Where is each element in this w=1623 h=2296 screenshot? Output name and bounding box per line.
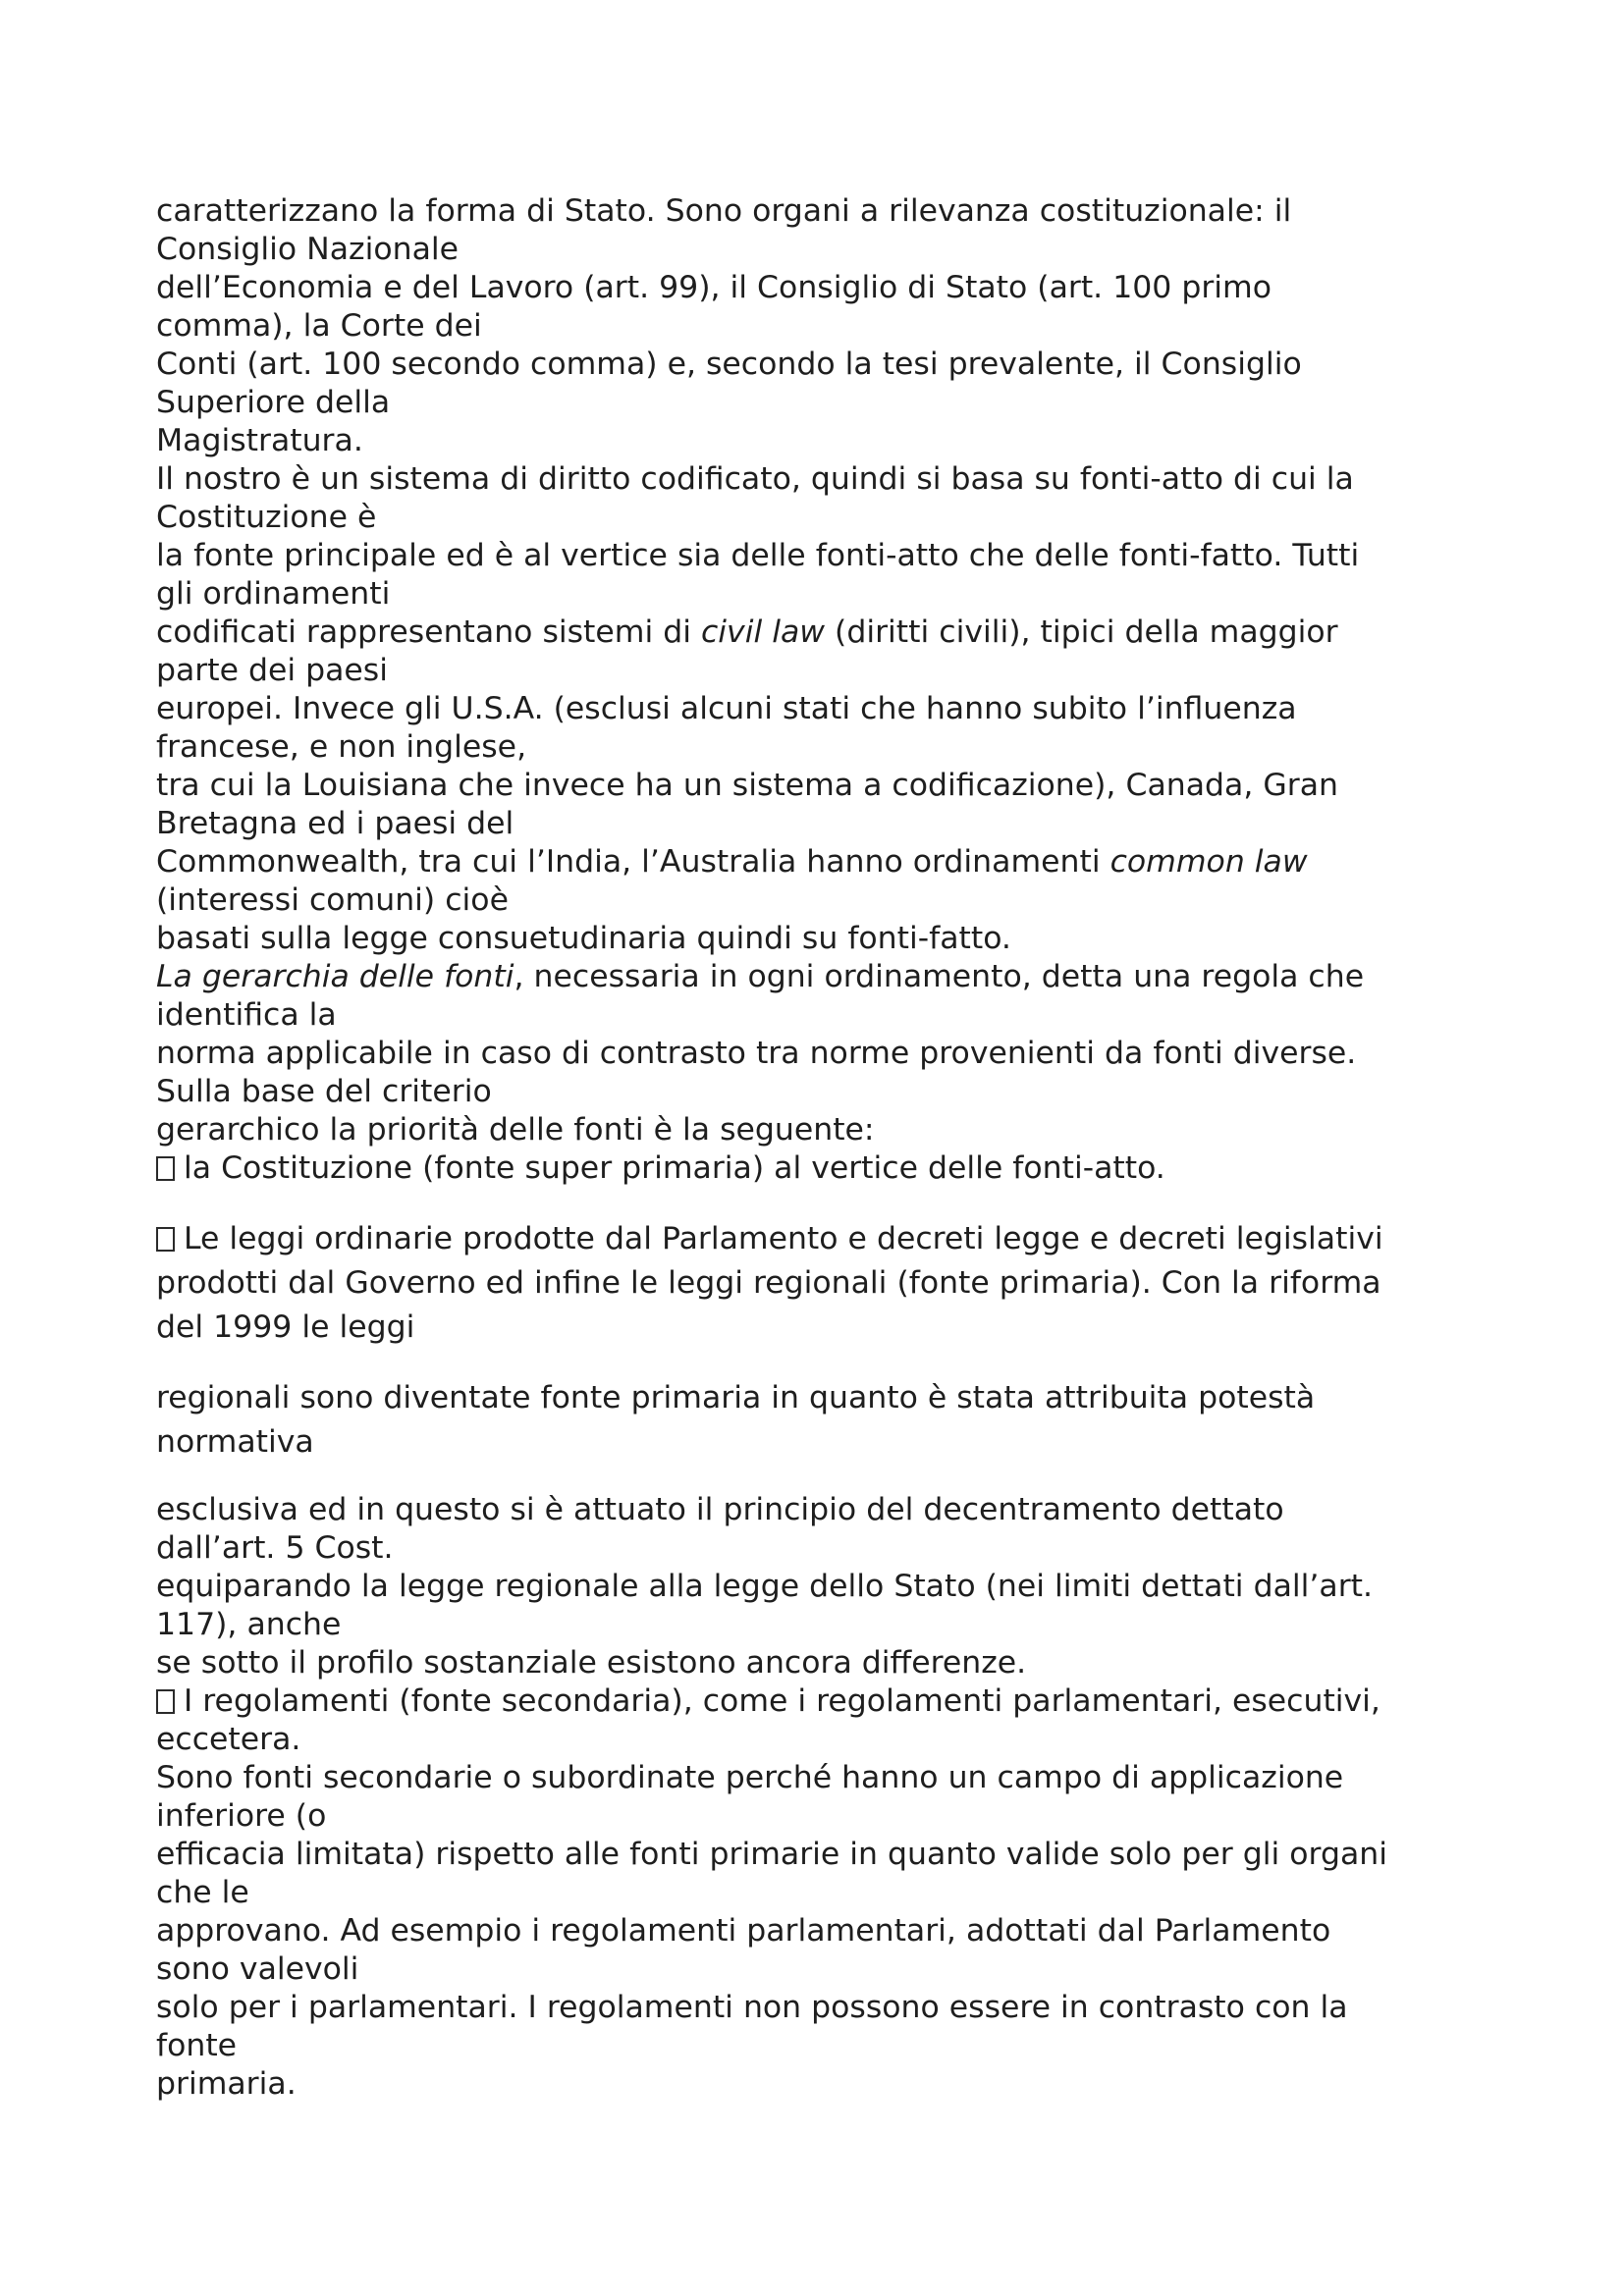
text-line: inferiore (o — [156, 1798, 327, 1834]
text-line — [156, 843, 1491, 881]
text-line: che le — [156, 1875, 249, 1910]
text-line: approvano. Ad esempio i regolamenti parlamentari, adottati dal Parlamento — [156, 1913, 1331, 1949]
line-text: codificati rappresentano sistemi di — [156, 614, 701, 650]
paragraph-gap — [156, 1465, 1491, 1491]
document-page — [156, 192, 1491, 2104]
text-line: Costituzione è — [156, 500, 377, 535]
text-line: (interessi comuni) cioè — [156, 882, 509, 918]
text-line — [156, 1376, 1491, 1420]
text-line: Consiglio Nazionale — [156, 232, 460, 267]
text-line: parte dei paesi — [156, 653, 388, 688]
line-text: normativa — [156, 1424, 314, 1460]
bullet-text: I regolamenti (fonte secondaria), come i regolamenti parlamentari, esecutivi, — [184, 1683, 1380, 1719]
text-line: francese, e non inglese, — [156, 729, 527, 765]
text-line — [156, 614, 1491, 652]
text-line: Bretagna ed i paesi del — [156, 806, 514, 841]
text-line — [156, 1682, 1491, 1721]
paragraph-gap — [156, 1350, 1491, 1376]
italic-term: common law — [1109, 844, 1308, 880]
text-line: Sono fonti secondarie o subordinate perché hanno un campo di applicazione — [156, 1760, 1344, 1795]
text-line: Il nostro è un sistema di diritto codificato, quindi si basa su fonti-atto di cui la — [156, 461, 1354, 497]
paragraph-gap — [156, 1188, 1491, 1217]
bullet-square-icon — [156, 1227, 175, 1252]
bullet-square-icon — [156, 1689, 175, 1714]
line-text: (diritti civili), tipici della maggior — [825, 614, 1338, 650]
text-line: primaria. — [156, 2066, 297, 2102]
text-line: sono valevoli — [156, 1951, 359, 1987]
text-line: esclusiva ed in questo si è attuato il principio del decentramento dettato — [156, 1492, 1284, 1527]
text-line: Conti (art. 100 secondo comma) e, secondo la tesi prevalente, il Consiglio — [156, 347, 1302, 382]
line-text: regionali sono diventate fonte primaria in quanto è stata attribuita potestà — [156, 1380, 1316, 1415]
text-line: gli ordinamenti — [156, 576, 391, 612]
text-line: 117), anche — [156, 1607, 342, 1642]
text-line: efficacia limitata) rispetto alle fonti primarie in quanto valide solo per gli organi — [156, 1837, 1387, 1872]
text-line: Magistratura. — [156, 423, 363, 458]
text-line: caratterizzano la forma di Stato. Sono organi a rilevanza costituzionale: il — [156, 193, 1292, 229]
text-line: solo per i parlamentari. I regolamenti non possono essere in contrasto con la — [156, 1990, 1348, 2025]
text-line: eccetera. — [156, 1722, 301, 1757]
text-line: Sulla base del criterio — [156, 1074, 492, 1109]
text-line: dall’art. 5 Cost. — [156, 1530, 394, 1566]
text-line: identifica la — [156, 997, 337, 1033]
bullet-square-icon — [156, 1156, 175, 1181]
line-text: del 1999 le leggi — [156, 1309, 415, 1345]
text-line — [156, 1306, 1491, 1350]
text-line — [156, 1149, 1491, 1188]
text-line: tra cui la Louisiana che invece ha un sistema a codificazione), Canada, Gran — [156, 768, 1338, 803]
text-line: norma applicabile in caso di contrasto tra norme provenienti da fonti diverse. — [156, 1036, 1357, 1071]
italic-term: La gerarchia delle fonti — [156, 959, 514, 994]
line-text: prodotti dal Governo ed infine le leggi regionali (fonte primaria). Con la riforma — [156, 1265, 1381, 1301]
text-line — [156, 1420, 1491, 1465]
text-line — [156, 1217, 1491, 1261]
bullet-text: Le leggi ordinarie prodotte dal Parlamento e decreti legge e decreti legislativi — [184, 1221, 1383, 1256]
text-line: equiparando la legge regionale alla legge dello Stato (nei limiti dettati dall’art. — [156, 1569, 1374, 1604]
italic-term: civil law — [700, 614, 826, 650]
text-line: Superiore della — [156, 385, 391, 420]
text-line: basati sulla legge consuetudinaria quindi su fonti-fatto. — [156, 921, 1011, 956]
text-line: dell’Economia e del Lavoro (art. 99), il Consiglio di Stato (art. 100 primo — [156, 270, 1271, 305]
text-line: comma), la Corte dei — [156, 308, 482, 344]
text-line: se sotto il profilo sostanziale esistono ancora differenze. — [156, 1645, 1027, 1681]
bullet-text: la Costituzione (fonte super primaria) al vertice delle fonti-atto. — [184, 1150, 1165, 1186]
text-line — [156, 1261, 1491, 1306]
line-text: , necessaria in ogni ordinamento, detta una regola che — [514, 959, 1365, 994]
text-line: la fonte principale ed è al vertice sia delle fonti-atto che delle fonti-fatto. Tutti — [156, 538, 1360, 573]
text-line: europei. Invece gli U.S.A. (esclusi alcuni stati che hanno subito l’influenza — [156, 691, 1297, 726]
text-line: fonte — [156, 2028, 238, 2063]
text-line: gerarchico la priorità delle fonti è la seguente: — [156, 1112, 875, 1148]
line-text: Commonwealth, tra cui l’India, l’Australia hanno ordinamenti — [156, 844, 1110, 880]
text-line — [156, 958, 1491, 996]
